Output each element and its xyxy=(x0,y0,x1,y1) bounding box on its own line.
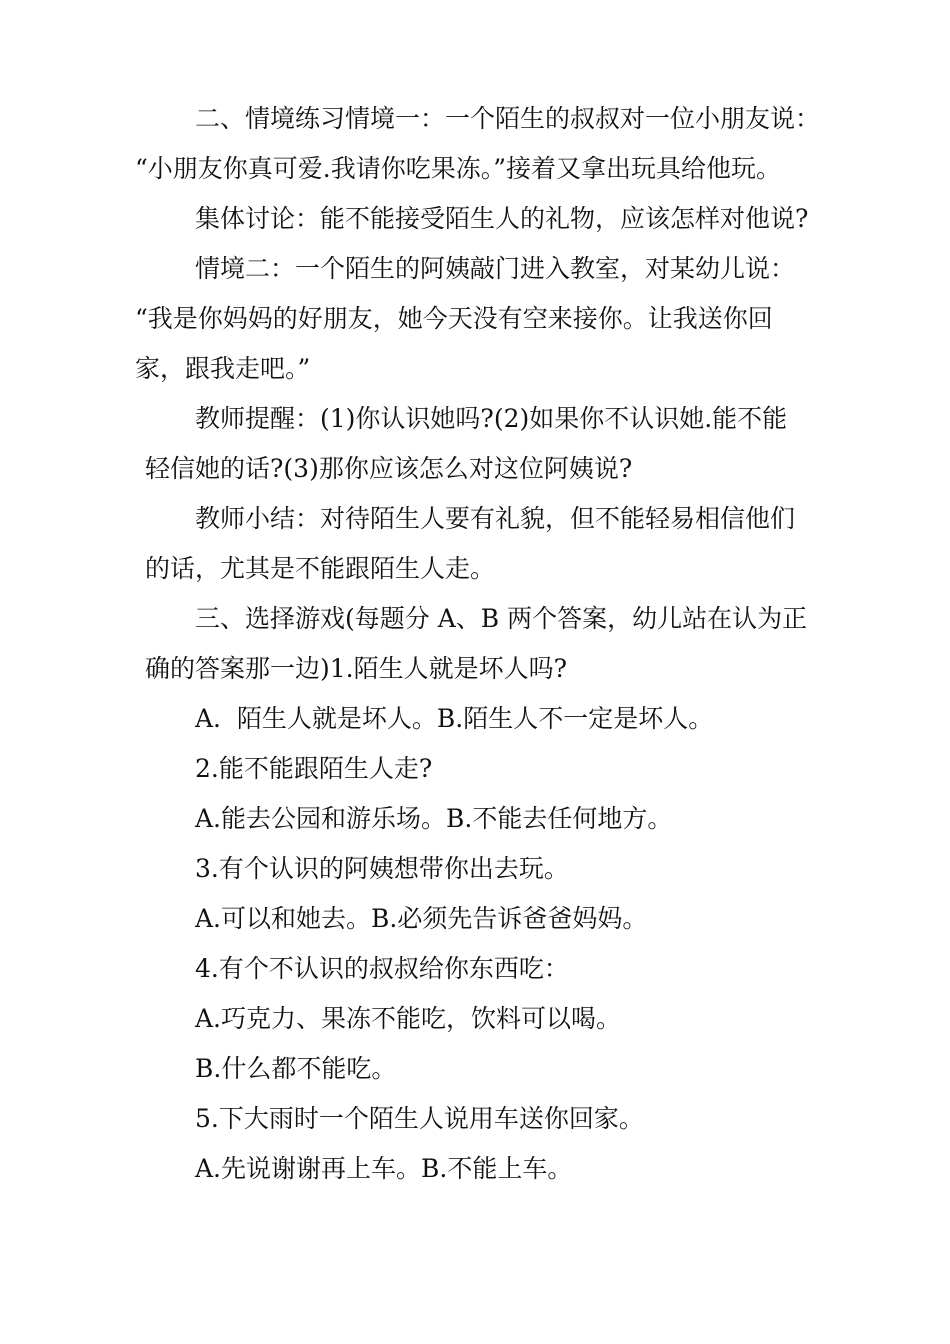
answer-q2: A.能去公园和游乐场。B.不能去任何地方。 xyxy=(195,804,673,833)
question-3: 3.有个认识的阿姨想带你出去玩。 xyxy=(195,854,569,883)
paragraph-situation-two: 情境二：一个陌生的阿姨敲门进入教室，对某幼儿说： xyxy=(195,254,796,283)
paragraph-choice-game: 三、选择游戏(每题分 A、B 两个答案，幼儿站在认为正 确的答案那一边)1.陌生人就是坏人吗? xyxy=(145,604,808,683)
answer-q5: A.先说谢谢再上车。B.不能上车。 xyxy=(195,1154,573,1183)
answer-q1: A. 陌生人就是坏人。B.陌生人不一定是坏人。 xyxy=(195,704,714,733)
paragraph-teacher-reminder: 教师提醒：(1)你认识她吗?(2)如果你不认识她.能不能 轻信她的话?(3)那你应该怎么对这位阿姨说? xyxy=(145,404,788,483)
paragraph-group-discussion: 集体讨论：能不能接受陌生人的礼物，应该怎样对他说? xyxy=(195,204,809,233)
paragraph-situation-one: 二、情境练习情境一：一个陌生的叔叔对一位小朋友说： xyxy=(195,104,821,133)
paragraph-stranger-uncle-quote: “小朋友你真可爱.我请你吃果冻。”接着又拿出玩具给他玩。 xyxy=(135,154,782,183)
paragraph-stranger-aunt-quote: “我是你妈妈的好朋友，她今天没有空来接你。让我送你回 家，跟我走吧。” xyxy=(135,304,773,383)
question-4: 4.有个不认识的叔叔给你东西吃： xyxy=(195,954,569,983)
question-2: 2.能不能跟陌生人走? xyxy=(195,754,433,783)
question-5: 5.下大雨时一个陌生人说用车送你回家。 xyxy=(195,1104,644,1133)
document-body xyxy=(135,94,821,1194)
answer-q3: A.可以和她去。B.必须先告诉爸爸妈妈。 xyxy=(195,904,648,933)
answer-q4-a: A.巧克力、果冻不能吃，饮料可以喝。 xyxy=(195,1004,622,1033)
answer-q4-b: B.什么都不能吃。 xyxy=(195,1054,397,1083)
paragraph-teacher-summary: 教师小结：对待陌生人要有礼貌，但不能轻易相信他们 的话，尤其是不能跟陌生人走。 xyxy=(145,504,796,583)
